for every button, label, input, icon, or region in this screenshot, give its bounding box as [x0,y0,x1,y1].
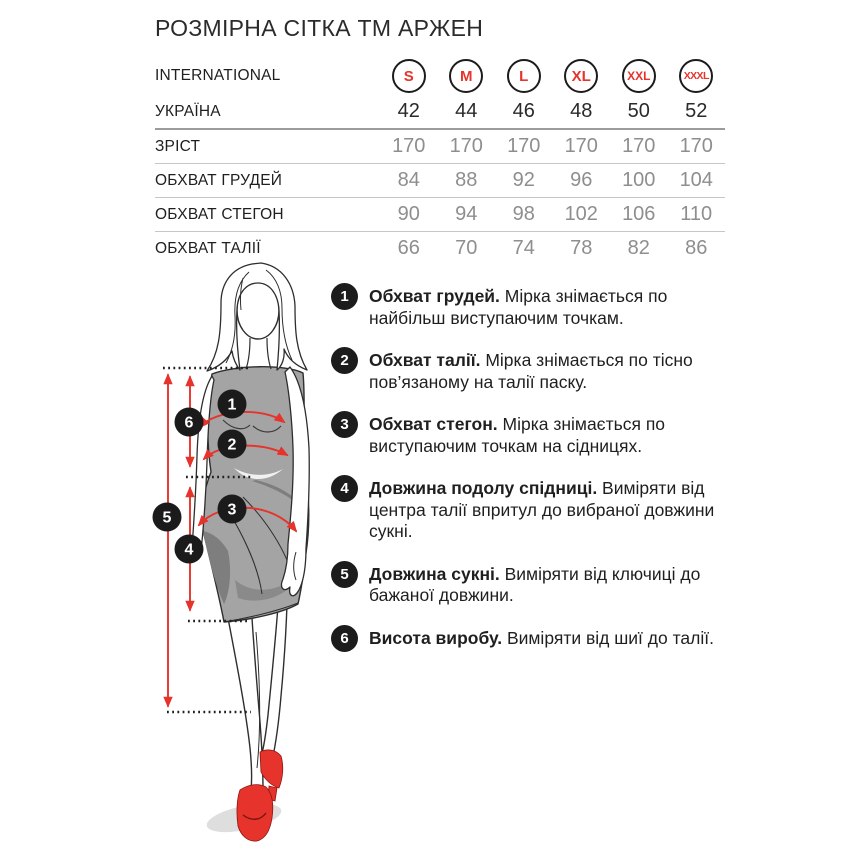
size-xxxl-label: XXXL [683,69,709,82]
ua-size-cell: 50 [610,95,668,129]
ua-size-cell: 52 [668,95,726,129]
list-badge-3: 3 [331,411,358,438]
svg-text:4: 4 [184,541,194,559]
size-l-label: L [519,67,529,85]
list-text-2 [369,350,731,393]
ua-size-cell: 42 [380,95,438,129]
list-desc-6: Виміряти від шиї до талії. [502,627,714,648]
list-term-6: Висота виробу. [369,627,503,648]
hips-cell: 110 [668,198,726,232]
list-term-2: Обхват талії. [369,350,481,370]
hips-cell: 98 [495,198,553,232]
height-cell: 170 [380,129,438,164]
page-title: РОЗМІРНА СІТКА ТМ АРЖЕН [155,15,484,41]
svg-text:5: 5 [162,509,172,527]
size-circle-s [392,59,426,93]
ua-size-cell: 46 [495,95,553,129]
list-desc-3: Мірка знімається по виступаючим точкам на сідницях. [369,414,666,456]
chest-cell: 100 [610,164,668,198]
svg-text:3: 3 [227,501,237,519]
row-label-waist: ОБХВАТ ТАЛІЇ [155,239,261,257]
row-label-height: ЗРІСТ [155,129,380,164]
height-cell: 170 [610,129,668,164]
table-row-chest [155,164,725,198]
size-circle-xl [564,59,598,93]
height-cell: 170 [495,129,553,164]
list-text-3 [369,414,731,457]
hips-cell: 94 [438,198,496,232]
list-text-4 [369,478,731,543]
waist-cell: 78 [570,237,593,259]
size-xl-label: XL [571,67,591,85]
figure-badge-5 [153,503,182,532]
size-circle-xxxl [679,59,713,93]
size-m-label: M [460,67,473,85]
list-desc-4: Виміряти від центра талії впритул до вибраної довжини сукні. [369,478,715,541]
list-badge-2: 2 [331,347,358,374]
size-circle-xxl [622,59,656,93]
list-text-6 [369,628,731,652]
list-desc-5: Виміряти від ключиці до бажаної довжини. [369,563,701,605]
mannequin-illustration [140,258,345,850]
list-item-hips [331,414,733,457]
list-term-4: Довжина подолу спідниці. [369,478,598,498]
row-label-international: INTERNATIONAL [155,67,281,84]
list-badge-6: 6 [331,625,358,652]
chest-cell: 96 [553,164,611,198]
figure-badge-6 [175,408,204,437]
row-label-ukraine: УКРАЇНА [155,95,380,129]
list-term-3: Обхват стегон. [369,414,498,434]
figure-badge-4 [175,535,204,564]
row-label-hips: ОБХВАТ СТЕГОН [155,198,380,232]
list-badge-1: 1 [331,283,358,310]
chest-cell: 84 [380,164,438,198]
figure-badge-2 [218,430,247,459]
waist-cell: 66 [397,237,420,259]
svg-text:6: 6 [184,414,194,432]
waist-cell: 86 [685,237,708,259]
chest-cell: 88 [438,164,496,198]
list-badge-4: 4 [331,475,358,502]
list-text-5 [369,564,731,607]
chest-cell: 92 [495,164,553,198]
table-row-international [155,57,725,95]
size-table [155,57,725,265]
row-label-chest: ОБХВАТ ГРУДЕЙ [155,164,380,198]
size-xxl-label: XXL [627,69,651,83]
figure-badge-3 [218,495,247,524]
list-desc-2: Мірка знімається по тісно пов’язаному на талії паску. [369,350,693,392]
waist-cell: 74 [512,237,535,259]
measure-list [331,286,733,673]
table-row-ukraine [155,95,725,129]
waist-cell: 82 [627,237,650,259]
list-badge-5: 5 [331,561,358,588]
chest-cell: 104 [668,164,726,198]
svg-text:1: 1 [227,396,237,414]
list-item-product-height [331,628,733,652]
list-term-1: Обхват грудей. [369,286,500,306]
height-cell: 170 [438,129,496,164]
size-circle-m [449,59,483,93]
svg-text:2: 2 [227,436,237,454]
size-s-label: S [403,67,414,85]
height-cell: 170 [553,129,611,164]
hips-cell: 102 [553,198,611,232]
list-text-1 [369,286,731,329]
list-item-waist [331,350,733,393]
list-item-chest [331,286,733,329]
ua-size-cell: 48 [553,95,611,129]
head [207,263,307,371]
list-term-5: Довжина сукні. [369,563,500,584]
hips-cell: 106 [610,198,668,232]
list-desc-1: Мірка знімається по найбільш виступаючим точкам. [369,286,668,328]
table-row-height [155,129,725,164]
figure-badge-1 [218,390,247,419]
table-row-hips [155,198,725,232]
height-cell: 170 [668,129,726,164]
list-item-dress-length [331,564,733,607]
ua-size-cell: 44 [438,95,496,129]
hips-cell: 90 [380,198,438,232]
list-item-skirt-length [331,478,733,543]
size-circle-l [507,59,541,93]
waist-cell: 70 [455,237,478,259]
